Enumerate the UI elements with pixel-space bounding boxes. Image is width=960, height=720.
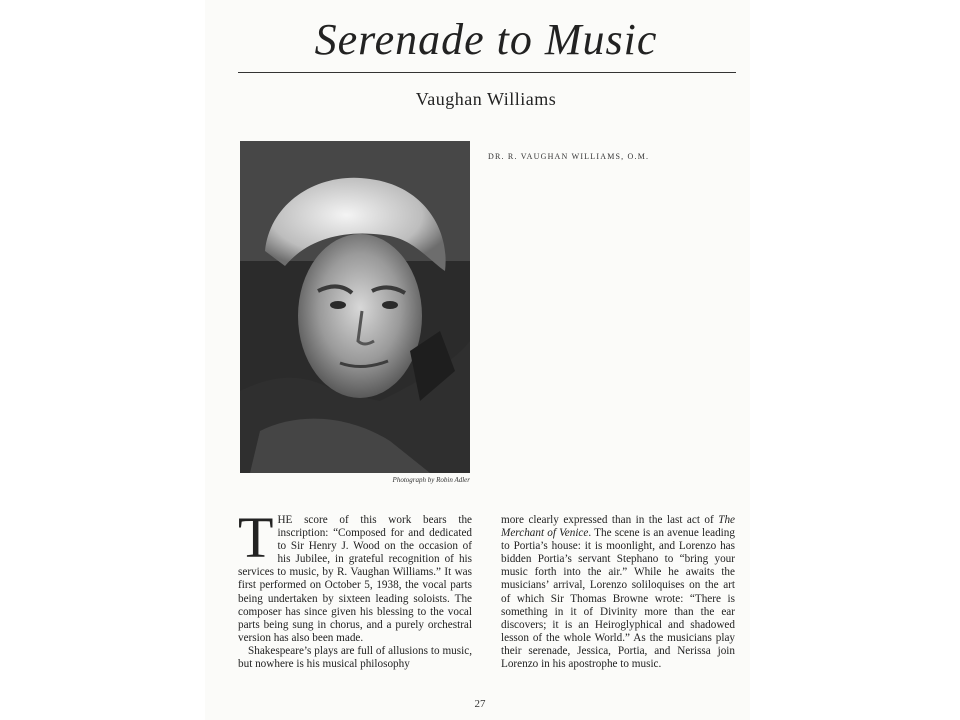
article-column-left (238, 505, 472, 671)
page-number: 27 (474, 698, 486, 710)
photo-caption: Photograph by Robin Adler (392, 476, 470, 484)
photo-subject-label: DR. R. VAUGHAN WILLIAMS, O.M. (488, 152, 650, 161)
portrait-image (240, 141, 470, 473)
page-title: Serenade to Music (314, 15, 658, 64)
paragraph-2: Shakespeare’s plays are full of allusions to music, but nowhere is his musical philosophy (238, 644, 472, 671)
composer-name: Vaughan Williams (415, 89, 557, 109)
title-rule (238, 72, 736, 73)
paragraph-1 (238, 505, 472, 645)
article-column-right (501, 514, 735, 671)
paragraph-2-continued (501, 514, 735, 671)
composer-photo (240, 141, 470, 473)
paragraph-2-text-b: . The scene is an avenue leading to Portia’s house: it is moonlight, and Lorenzo has bidden Portia’s servant Stephano to “bring your music forth into the air.” While he awaits the musicians’ arrival, Lorenzo soliloquises on the art of which Sir Thomas Browne wrote: “There is something in it of Divinity more than the ear discovers; it is an Heiroglyphical and shadowed lesson of the whole World.” As the musicians play their serenade, Jessica, Portia, and Nerissa join Lorenzo in his apostrophe to music. (501, 527, 735, 671)
paragraph-2-text-a: more clearly expressed than in the last act of (501, 514, 719, 526)
paragraph-1-text: HE score of this work bears the inscription: “Composed for and dedicated to Sir Henry J. Wood on the occasion of his Jubilee, in grateful recognition of his services to music, by R. Vaughan Williams.” It was first performed on October 5, 1938, the vocal parts being undertaken by sixteen leading soloists. The composer has since given his blessing to the vocal parts being sung in chorus, and a purely orchestral version has also been made. (238, 514, 472, 644)
play-title: The Merchant of Venice (501, 514, 735, 540)
drop-cap: T (238, 505, 274, 570)
